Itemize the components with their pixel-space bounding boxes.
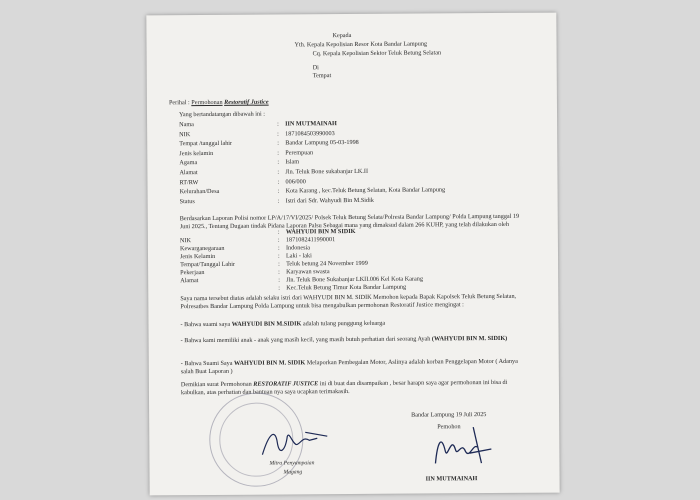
reason-2-bold: (WAHYUDI BIN M. SIDIK) (431, 334, 508, 343)
field-label: Kelurahan/Desa (179, 188, 220, 196)
witness-signature (257, 422, 337, 463)
applicant-row (179, 120, 337, 128)
field-value: IIN MUTMAINAH (285, 120, 337, 128)
reason-2 (181, 335, 531, 345)
suspect-row (180, 268, 330, 276)
reason-1-suffix: adalah tulang punggung keluarga (301, 319, 386, 328)
field-label: RT/RW (179, 178, 199, 186)
closing-paragraph (181, 379, 531, 397)
applicant-row (179, 139, 359, 147)
field-value: 006/000 (285, 177, 306, 186)
recipient-tempat: Tempat (312, 72, 332, 80)
field-separator: : (277, 197, 280, 205)
letter-page (146, 13, 559, 496)
field-separator: : (277, 149, 280, 157)
applicant-row (179, 178, 305, 186)
field-value: 1871082411990001 (285, 236, 336, 244)
field-label: Alamat (180, 277, 199, 285)
recipient-cq: Cq. Kepala Kepolisian Sektor Teluk Betung Selatan (312, 49, 442, 58)
field-label: Pekerjaan (180, 269, 205, 277)
place-date: Bandar Lampung 19 Juli 2025 (411, 411, 487, 419)
field-label: Alamat (179, 169, 198, 177)
reason-1 (180, 319, 530, 329)
field-separator: : (277, 252, 280, 260)
field-value: Istri dari Sdr. Wahyudi Bin M.Sidik (285, 196, 374, 205)
recipient-di: Di (312, 64, 319, 72)
witness-note-1: Mitra Penyampaian (269, 460, 315, 467)
field-separator: : (277, 158, 280, 166)
body-paragraph (180, 293, 530, 311)
field-value: Teluk betung 24 November 1999 (286, 259, 368, 268)
reason-3-prefix: - Bahwa Suami Saya (180, 359, 235, 368)
applicant-signature (429, 423, 499, 467)
field-separator: : (278, 268, 280, 276)
field-separator: : (277, 120, 279, 128)
applicant-row (180, 187, 446, 196)
field-value: 1871084503990003 (285, 129, 335, 138)
perihal-prefix: Permohonan (191, 98, 223, 107)
reason-3-suffix: Melaporkan Pembegalan Motor, Aslinya adalah korban Penggelapan Motor ( Adanya salah Buat Laporan ) (180, 357, 518, 375)
reason-3 (181, 358, 531, 376)
field-separator: : (277, 168, 280, 176)
reason-1-bold: WAHYUDI BIN M.SIDIK (231, 320, 302, 328)
field-value: Perempuan (285, 149, 314, 157)
field-separator: : (277, 187, 280, 195)
witness-note-2: Magang (283, 469, 303, 476)
field-label: Nama (179, 121, 194, 129)
intro-text: Yang bertandatangan dibawah ini : (178, 110, 266, 119)
suspect-row (180, 236, 335, 244)
field-value: Kec.Teluk Betung Timur Kota Bandar Lampung (286, 283, 407, 292)
applicant-row (179, 159, 299, 167)
field-label: Kewarganegaraan (179, 244, 225, 253)
field-separator: : (278, 260, 280, 268)
body-paragraph-text: Saya nama tersebut diatas adalah selaku istri dari WAHYUDI BIN M. SIDIK Memohon kepada Bapak Kapolsek Teluk Betung Selatan, Polresatbes Bandar Lampung Polda Lampung untuk bisa mengabulkan permohonan Restoratif Justice mengingat : (180, 292, 517, 310)
suspect-row (180, 252, 312, 260)
field-value: Kota Karang , kec.Teluk Betung Selatan, Kota Bandar Lampung (285, 186, 446, 195)
field-label: Jenis kelamin (179, 149, 214, 158)
field-separator: : (277, 228, 280, 236)
recipient-kepada: Kepada (332, 32, 352, 40)
field-separator: : (277, 178, 280, 186)
field-label: NIK (179, 237, 191, 245)
field-value: Jln. Teluk Bone sukabanjar LK.II (285, 167, 369, 176)
field-separator: : (278, 276, 280, 284)
field-separator: : (277, 130, 279, 138)
field-separator: : (277, 139, 279, 147)
field-value: Islam (285, 158, 300, 166)
applicant-row (180, 197, 374, 206)
suspect-row (180, 244, 310, 252)
field-label: Status (179, 197, 195, 206)
field-value: Laki - laki (285, 252, 312, 260)
field-value: Bandar Lampung 05-03-1998 (285, 139, 359, 147)
report-paragraph: Berdasarkan Laporan Polisi nomor LP/A/17/VI/2025/ Polsek Teluk Betung Selata/Polresta Bandar Lampung/ Polda Lampung tanggal 19 Juni 2025., Tentang Dugaan tindak Pidana Laporan Palsu Sebagai mana yang dimaksud dalam 266 KUHP, yang telah dilakukan oleh (179, 212, 520, 230)
field-label: Agama (179, 159, 198, 167)
field-label: Tempat /tanggal lahir (179, 140, 233, 148)
signature-role: Pemohon (437, 423, 461, 431)
field-label (180, 234, 278, 235)
perihal-line (169, 99, 269, 107)
closing-suffix: ini di buat dan disampaikan , besar harapn saya agar permohonan ini bisa di kabulkan, atas perhatian dan bantuan nya saya ucapkan terimakasih. (180, 378, 508, 396)
closing-prefix: Demikian surat Permohonan (180, 380, 254, 389)
suspect-row (180, 228, 356, 236)
recipient-yth: Yth. Kepala Kepolisian Resor Kota Bandar Lampung (294, 40, 428, 49)
suspect-row (180, 260, 368, 269)
field-value: Karyawan swasta (286, 268, 330, 276)
applicant-row (179, 130, 335, 138)
field-value: Indonesia (285, 244, 311, 252)
field-label (180, 290, 278, 291)
applicant-name-signature: IIN MUTMAINAH (425, 475, 478, 483)
field-separator: : (278, 284, 280, 292)
applicant-row (179, 149, 313, 157)
suspect-row (180, 284, 406, 293)
applicant-row (179, 168, 368, 177)
perihal-label: Perihal : (168, 99, 190, 107)
reason-3-bold: WAHYUDI BIN M. SIDIK (234, 359, 306, 367)
field-separator: : (277, 236, 280, 244)
field-value: WAHYUDI BIN M SIDIK (285, 227, 356, 236)
reason-2-prefix: - Bahwa kami memiliki anak - anak yang masih kecil, yang masih butuh perhatian dari seorang Ayah (180, 335, 432, 345)
field-separator: : (277, 244, 280, 252)
field-value: Jln. Teluk Bone Sukabanjar LKII.006 Kel Kota Karang (286, 275, 423, 284)
field-label: Jenis Kelamin (179, 252, 216, 261)
reason-1-prefix: - Bahwa suami saya (180, 320, 232, 329)
perihal-subject: Restoratif Justice (224, 98, 269, 106)
field-label: NIK (179, 130, 191, 138)
field-label: Tempat/Tanggal Lahir (180, 260, 236, 269)
closing-bold: RESTORATIF JUSTICE (253, 380, 319, 388)
